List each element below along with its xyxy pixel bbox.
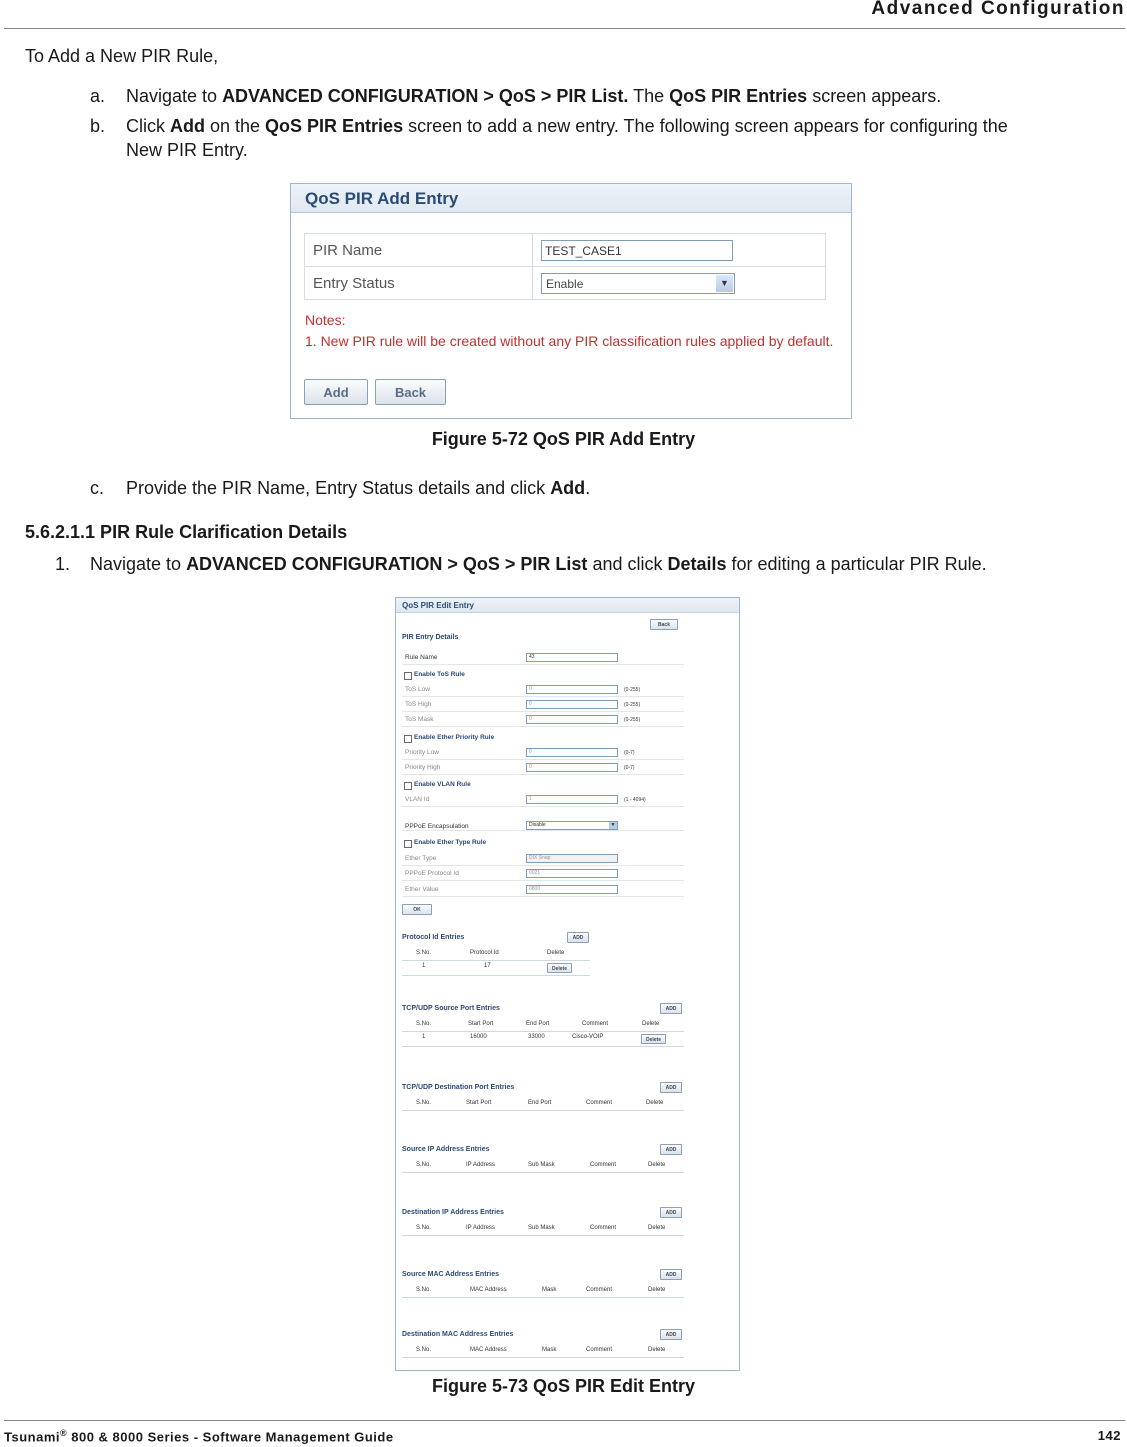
enable-tos-label: Enable ToS Rule — [414, 671, 465, 678]
tcp-dst-add-button[interactable]: ADD — [660, 1082, 682, 1093]
section-heading: 5.6.2.1.1 PIR Rule Clarification Details — [25, 522, 348, 542]
chevron-down-icon: ▼ — [610, 822, 616, 828]
step-b-marker: b. — [90, 116, 106, 136]
notes-heading: Notes: — [305, 312, 346, 328]
step-1-text: Navigate to ADVANCED CONFIGURATION > QoS > PIR List and click Details for editing a particular PIR Rule. — [90, 554, 987, 574]
rule-name-label: Rule Name — [405, 654, 438, 661]
tcp-src-row: 1 16000 33000 Cisco-VOIP Delete — [402, 1032, 684, 1047]
step-b-text: Click Add on the QoS PIR Entries screen to add a new entry. The following screen appears for configuring the — [126, 116, 1008, 136]
tos-high-input[interactable]: 0 — [526, 700, 618, 709]
pppoe-protocol-label: PPPoE Protocol Id — [405, 870, 459, 877]
pir-name-label: PIR Name — [305, 234, 533, 267]
enable-ethertype-checkbox[interactable] — [404, 840, 412, 848]
ether-type-label: Ether Type — [405, 855, 437, 862]
protocol-entries-heading: Protocol Id Entries — [402, 934, 465, 941]
priority-low-input[interactable]: 0 — [526, 748, 618, 757]
tcp-src-delete-button[interactable]: Delete — [641, 1034, 666, 1044]
pppoe-protocol-input[interactable]: 0021 — [526, 869, 618, 878]
tos-mask-label: ToS Mask — [405, 716, 434, 723]
src-ip-add-button[interactable]: ADD — [660, 1144, 682, 1155]
protocol-add-button[interactable]: ADD — [567, 932, 589, 943]
entry-status-select[interactable]: Enable ▼ — [541, 273, 735, 294]
tos-low-label: ToS Low — [405, 686, 430, 693]
enable-ethertype-label: Enable Ether Type Rule — [414, 839, 487, 846]
footer-rule — [4, 1420, 1125, 1421]
entry-details-heading: PIR Entry Details — [402, 634, 459, 641]
tos-high-range: (0-255) — [624, 702, 641, 708]
qos-pir-edit-entry-panel: QoS PIR Edit Entry Back PIR Entry Details Rule Name 43 Enable ToS Rule ToS Low 0 (0-255) ToS High 0 (0-255) ToS Mask 0 (0-255) Enable Ether Priority Rule Priority Low 0 (0-7) Priority High 0 (0-7) Enable VLAN Rule VLAN Id 1 (1 - 4094) PPPoE Encapsulation Disable ▼ Enable Ether Type Rule Ether Type DIX Snap PPPoE Protocol Id 0021 Ether Value 0800 OK Protocol Id Entries ADD S.No. Protocol Id Delete 1 17 Delete TCP/UDP Source Port Entries ADD S.No. Start Port End Port Comment Delete 1 16000 33000 Cisco-VOIP Delete TCP/UDP Destination Port Entries ADD S.No. Start Port End Port Comment Delete Source IP Address Entries ADD S.No. IP Address Sub Mask Comment Delete Destination IP Address Entries ADD S.No. IP Address Sub Mask Comment Delete Source MAC Address Entries ADD S.No. MAC Address Mask Comment Delete Destination MAC Address Entries ADD S.No. MAC Address Mask Comment Delete — [395, 597, 740, 1371]
dst-mac-add-button[interactable]: ADD — [660, 1329, 682, 1340]
step-b-text-line2: New PIR Entry. — [126, 140, 248, 160]
tcp-dst-heading: TCP/UDP Destination Port Entries — [402, 1084, 515, 1091]
priority-low-range: (0-7) — [624, 750, 635, 756]
step-1-marker: 1. — [55, 554, 71, 574]
tos-mask-range: (0-255) — [624, 717, 641, 723]
page-header-title: Advanced Configuration — [871, 0, 1125, 19]
dst-ip-add-button[interactable]: ADD — [660, 1207, 682, 1218]
back-button-small[interactable]: Back — [650, 619, 678, 630]
dst-mac-heading: Destination MAC Address Entries — [402, 1331, 514, 1338]
enable-vlan-checkbox[interactable] — [404, 782, 412, 790]
ether-value-label: Ether Value — [405, 886, 439, 893]
ether-value-input[interactable]: 0800 — [526, 885, 618, 894]
enable-tos-checkbox[interactable] — [404, 672, 412, 680]
tos-mask-input[interactable]: 0 — [526, 715, 618, 724]
step-a-text: Navigate to ADVANCED CONFIGURATION > QoS > PIR List. The QoS PIR Entries screen appears. — [126, 86, 942, 106]
qos-pir-add-entry-panel — [290, 183, 852, 419]
step-c-text: Provide the PIR Name, Entry Status details and click Add. — [126, 478, 591, 498]
vlan-id-range: (1 - 4094) — [624, 797, 646, 803]
step-a-marker: a. — [90, 86, 106, 106]
vlan-id-label: VLAN Id — [405, 796, 430, 803]
src-ip-heading: Source IP Address Entries — [402, 1146, 490, 1153]
entry-status-label: Entry Status — [305, 267, 533, 300]
enable-ether-priority-checkbox[interactable] — [404, 735, 412, 743]
priority-low-label: Priority Low — [405, 749, 439, 756]
tos-high-label: ToS High — [405, 701, 432, 708]
figure-72-caption: Figure 5-72 QoS PIR Add Entry — [431, 429, 696, 449]
protocol-row: 1 17 Delete — [402, 961, 590, 976]
dst-ip-heading: Destination IP Address Entries — [402, 1209, 504, 1216]
enable-ether-priority-label: Enable Ether Priority Rule — [414, 734, 495, 741]
priority-high-range: (0-7) — [624, 765, 635, 771]
tcp-src-heading: TCP/UDP Source Port Entries — [402, 1005, 500, 1012]
panel-title: QoS PIR Add Entry — [291, 184, 851, 213]
tcp-src-add-button[interactable]: ADD — [660, 1003, 682, 1014]
protocol-delete-button[interactable]: Delete — [547, 963, 572, 973]
src-mac-heading: Source MAC Address Entries — [402, 1271, 499, 1278]
rule-name-input[interactable]: 43 — [526, 653, 618, 662]
add-button[interactable]: Add — [304, 379, 368, 405]
note-1: 1. New PIR rule will be created without any PIR classification rules applied by default. — [305, 333, 834, 349]
step-c-marker: c. — [90, 478, 105, 498]
chevron-down-icon: ▼ — [716, 275, 733, 292]
priority-high-label: Priority High — [405, 764, 441, 771]
tos-low-input[interactable]: 0 — [526, 685, 618, 694]
ether-type-select[interactable]: DIX Snap — [526, 854, 618, 863]
src-mac-add-button[interactable]: ADD — [660, 1269, 682, 1280]
tos-low-range: (0-255) — [624, 687, 641, 693]
priority-high-input[interactable]: 0 — [526, 763, 618, 772]
header-rule — [4, 28, 1125, 29]
intro-text: To Add a New PIR Rule, — [25, 46, 219, 66]
footer-title: Tsunami® 800 & 8000 Series - Software Management Guide — [4, 1428, 394, 1445]
pir-name-input[interactable]: TEST_CASE1 — [541, 240, 733, 261]
add-entry-form — [304, 233, 826, 300]
pppoe-encap-select[interactable]: Disable ▼ — [526, 821, 618, 830]
vlan-id-input[interactable]: 1 — [526, 795, 618, 804]
enable-vlan-label: Enable VLAN Rule — [414, 781, 471, 788]
page-number: 142 — [1097, 1428, 1121, 1443]
pppoe-encap-label: PPPoE Encapsulation — [405, 823, 469, 830]
figure-73-caption: Figure 5-73 QoS PIR Edit Entry — [431, 1376, 696, 1396]
ok-button[interactable]: OK — [402, 904, 432, 915]
edit-panel-title: QoS PIR Edit Entry — [396, 598, 739, 613]
back-button[interactable]: Back — [375, 379, 446, 405]
